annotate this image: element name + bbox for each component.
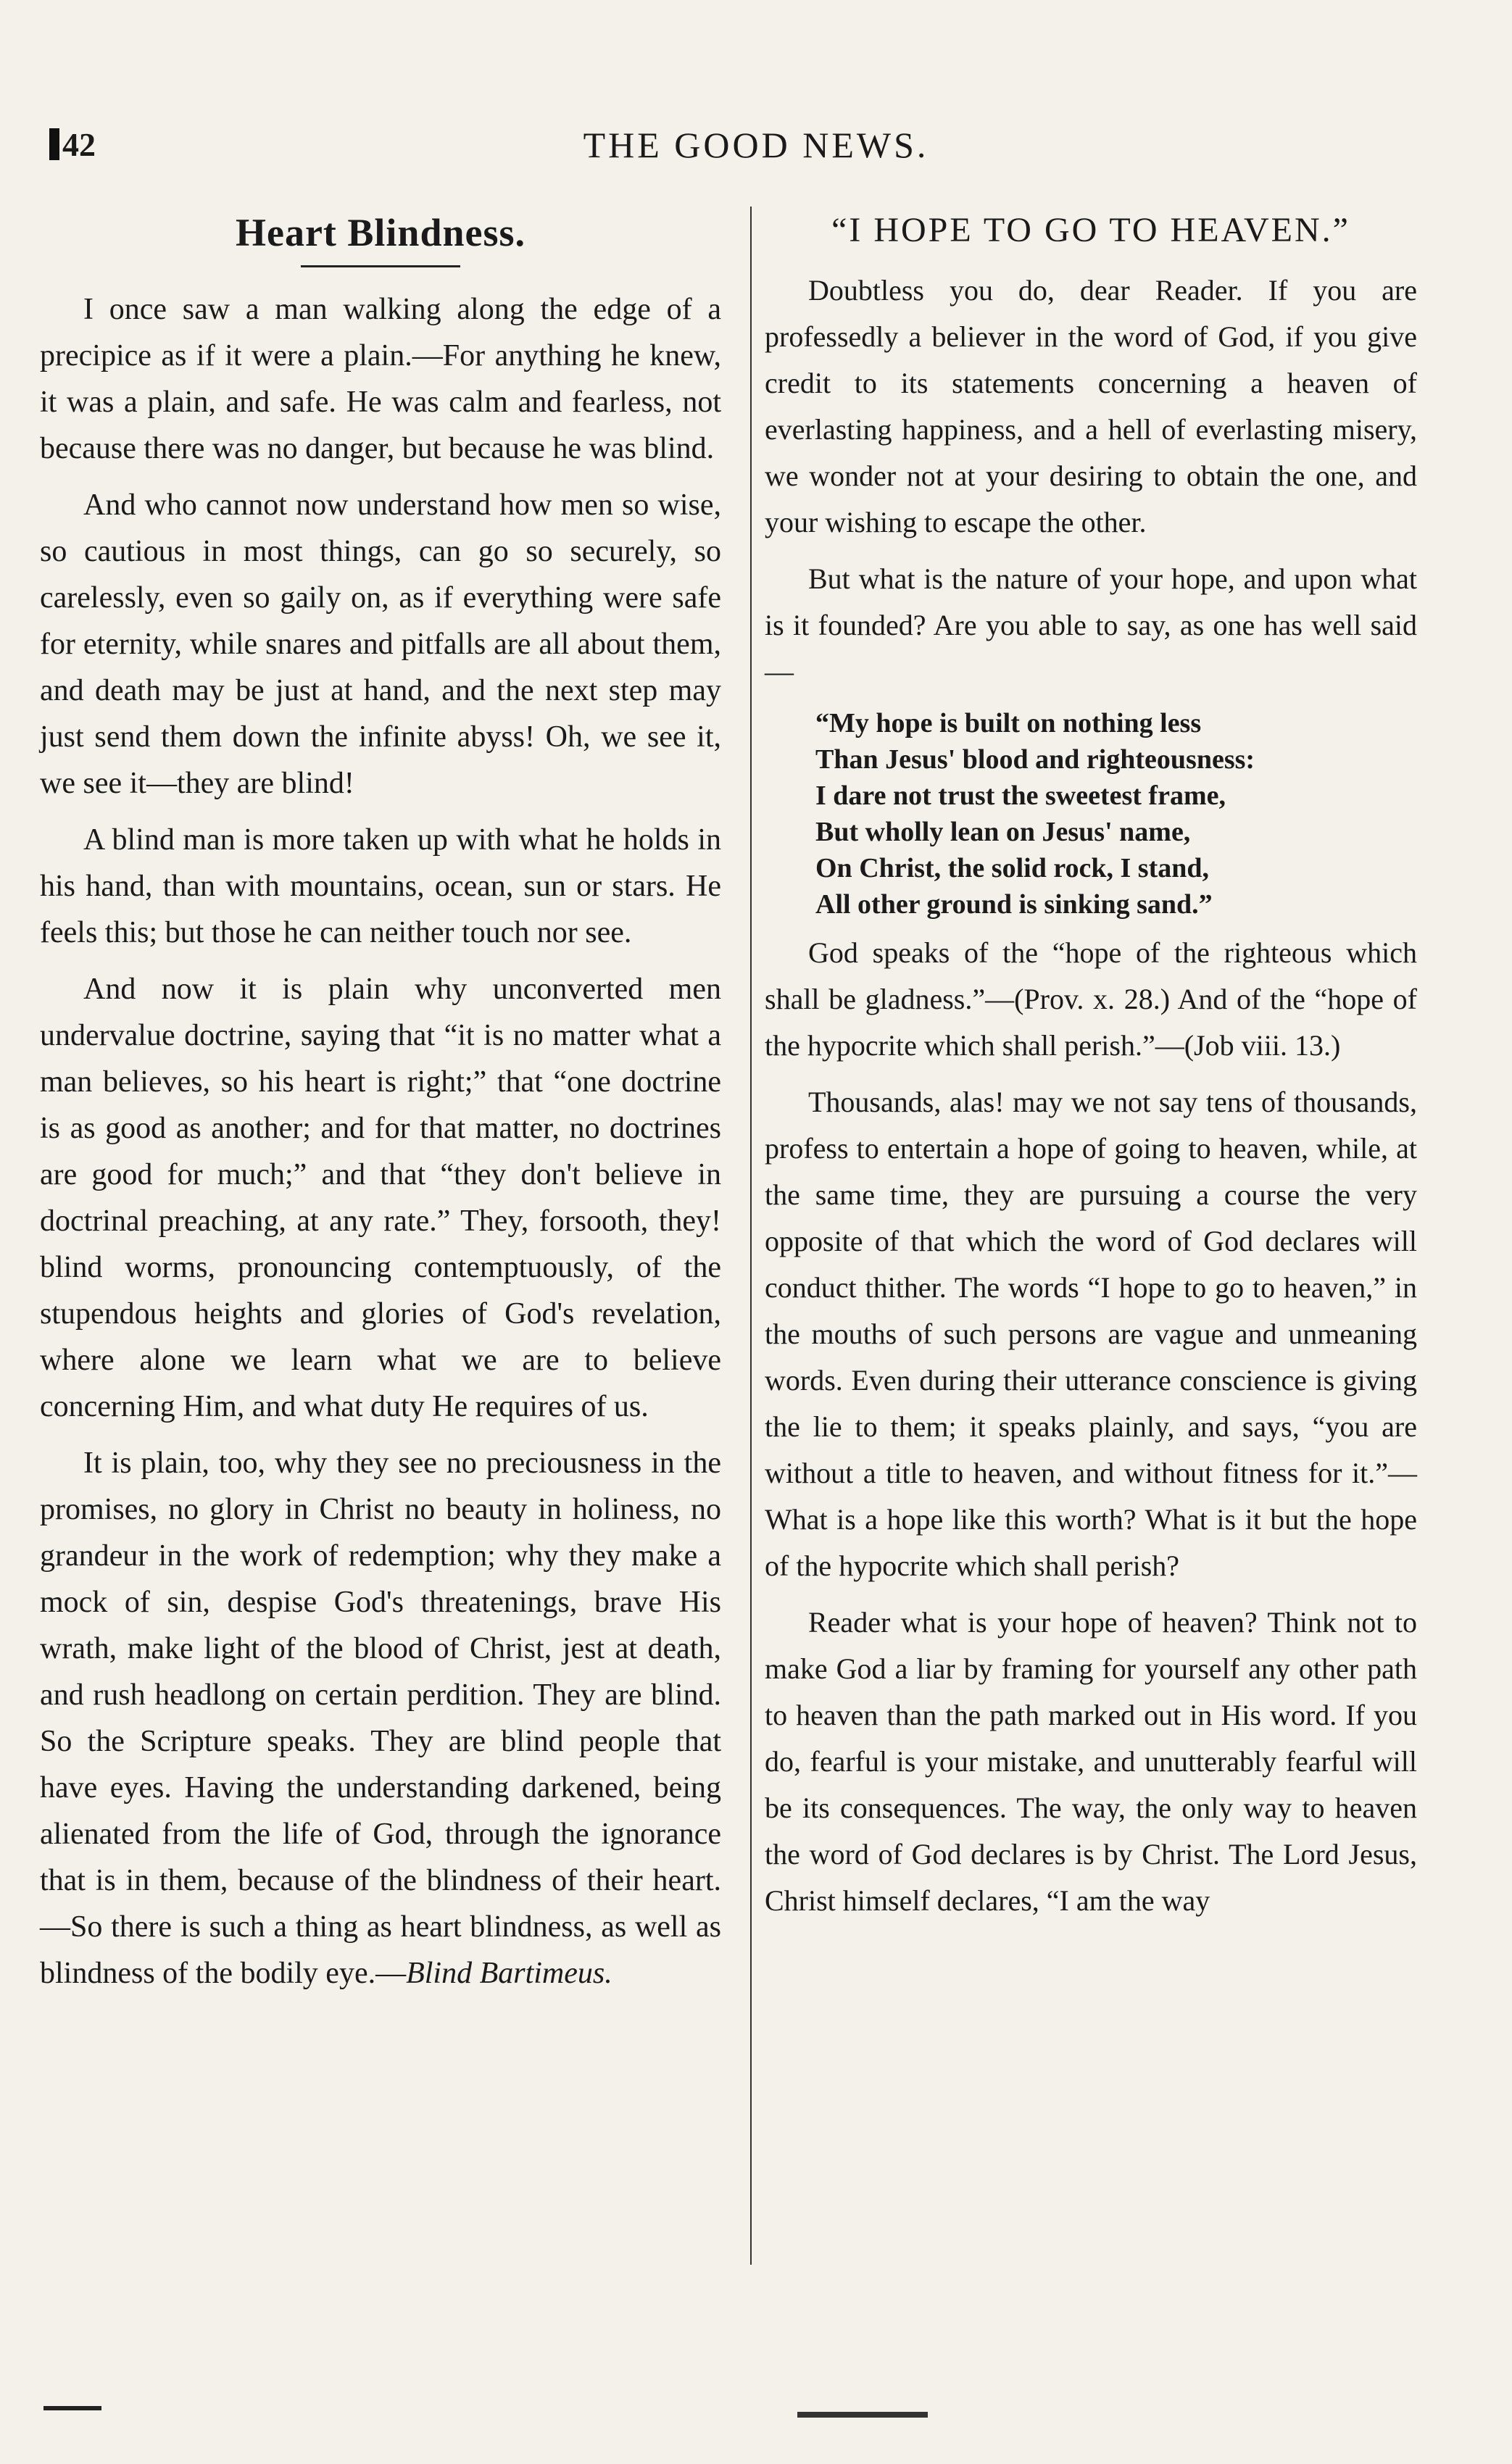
right-column	[765, 203, 1417, 1934]
right-paragraph-1: Doubtless you do, dear Reader. If you are professedly a believer in the word of God, if you give credit to its statements concerning a heaven of everlasting happiness, and a hell of everlasting misery, we wonder not at your desiring to obtain the one, and your wishing to escape the other.	[765, 274, 1417, 538]
running-title: THE GOOD NEWS.	[583, 125, 929, 165]
verse-line: I dare not trust the sweetest frame,	[815, 781, 1226, 811]
left-column	[40, 203, 721, 2007]
left-paragraph-5-text: It is plain, too, why they see no preciousness in the promises, no glory in Christ no beauty in holiness, no grandeur in the work of redemption; why they make a mock of sin, despise God's threatenings, brave His wrath, make light of the blood of Christ, jest at death, and rush headlong on certain perdition. They are blind. So the Scripture speaks. They are blind people that have eyes. Having the understanding darkened, being alienated from the life of God, through the ignorance that is in them, because of the blindness of their heart.—So there is such a thing as heart blindness, as well as blindness of the bodily eye.—	[40, 1447, 721, 1990]
verse-line: All other ground is sinking sand.”	[815, 889, 1213, 920]
footer-ornament-left	[43, 2406, 101, 2410]
left-paragraph-5	[40, 1440, 721, 1997]
left-paragraph-1: I once saw a man walking along the edge of a precipice as if it were a plain.—For anything he knew, it was a plain, and safe. He was calm and fearless, not because there was no danger, but because he was blind.	[40, 293, 721, 465]
verse-line: Than Jesus' blood and righteousness:	[815, 744, 1255, 775]
right-paragraph-4: Thousands, alas! may we not say tens of thousands, profess to entertain a hope of going to heaven, while, at the same time, they are pursuing a course the very opposite of that which the word of God declares will conduct thither. The words “I hope to go to heaven,” in the mouths of such persons are vague and unmeaning words. Even during their utterance conscience is giving the lie to them; it speaks plainly, and says, “you are without a title to heaven, and without fitness for it.”—What is a hope like this worth? What is it but the hope of the hypocrite which shall perish?	[765, 1086, 1417, 1582]
verse-line: On Christ, the solid rock, I stand,	[815, 853, 1210, 883]
left-paragraph-4: And now it is plain why unconverted men undervalue doctrine, saying that “it is no matter what a man believes, so his heart is right;” that “one doctrine is as good as another; and for that matter, no doctrines are good for much;” and that “they don't believe in doctrinal preaching, at any rate.” They, forsooth, they! blind worms, pronouncing contemptuously, of the stupendous heights and glories of God's revelation, where alone we learn what we are to believe concerning Him, and what duty He requires of us.	[40, 973, 721, 1423]
left-paragraph-2: And who cannot now understand how men so wise, so cautious in most things, can go so securely, so carelessly, even so gaily on, as if everything were safe for eternity, while snares and pitfalls are all about them, and death may be just at hand, and the next step may just send them down the infinite abyss! Oh, we see it, we see it—they are blind!	[40, 488, 721, 800]
verse-line: “My hope is built on nothing less	[815, 708, 1202, 738]
hymn-verse	[815, 705, 1417, 923]
page-header	[43, 120, 1469, 170]
signature: Blind Bartimeus.	[406, 1957, 612, 1990]
right-paragraph-5: Reader what is your hope of heaven? Think not to make God a liar by framing for yourself any other path to heaven than the path marked out in His word. If you do, fearful is your mistake, and unutterably fearful will be its consequences. The way, the only way to heaven the word of God declares is by Christ. The Lord Jesus, Christ himself declares, “I am the way	[765, 1606, 1417, 1917]
footer-ornament-right	[797, 2412, 928, 2418]
article-columns	[40, 203, 1475, 2392]
page-number: 42	[49, 125, 96, 164]
left-paragraph-3: A blind man is more taken up with what he holds in his hand, than with mountains, ocean, sun or stars. He feels this; but those he can neither touch nor see.	[40, 823, 721, 949]
title-rule	[301, 265, 460, 267]
column-divider	[750, 207, 752, 2265]
article-title-heart-blindness: Heart Blindness.	[235, 211, 526, 254]
article-title-hope-to-go-to-heaven: “I HOPE TO GO TO HEAVEN.”	[831, 211, 1350, 249]
right-paragraph-2: But what is the nature of your hope, and upon what is it founded? Are you able to say, as one has well said—	[765, 562, 1417, 688]
verse-line: But wholly lean on Jesus' name,	[815, 817, 1191, 847]
right-paragraph-3: God speaks of the “hope of the righteous which shall be gladness.”—(Prov. x. 28.) And of the “hope of the hypocrite which shall perish.”—(Job viii. 13.)	[765, 936, 1417, 1062]
